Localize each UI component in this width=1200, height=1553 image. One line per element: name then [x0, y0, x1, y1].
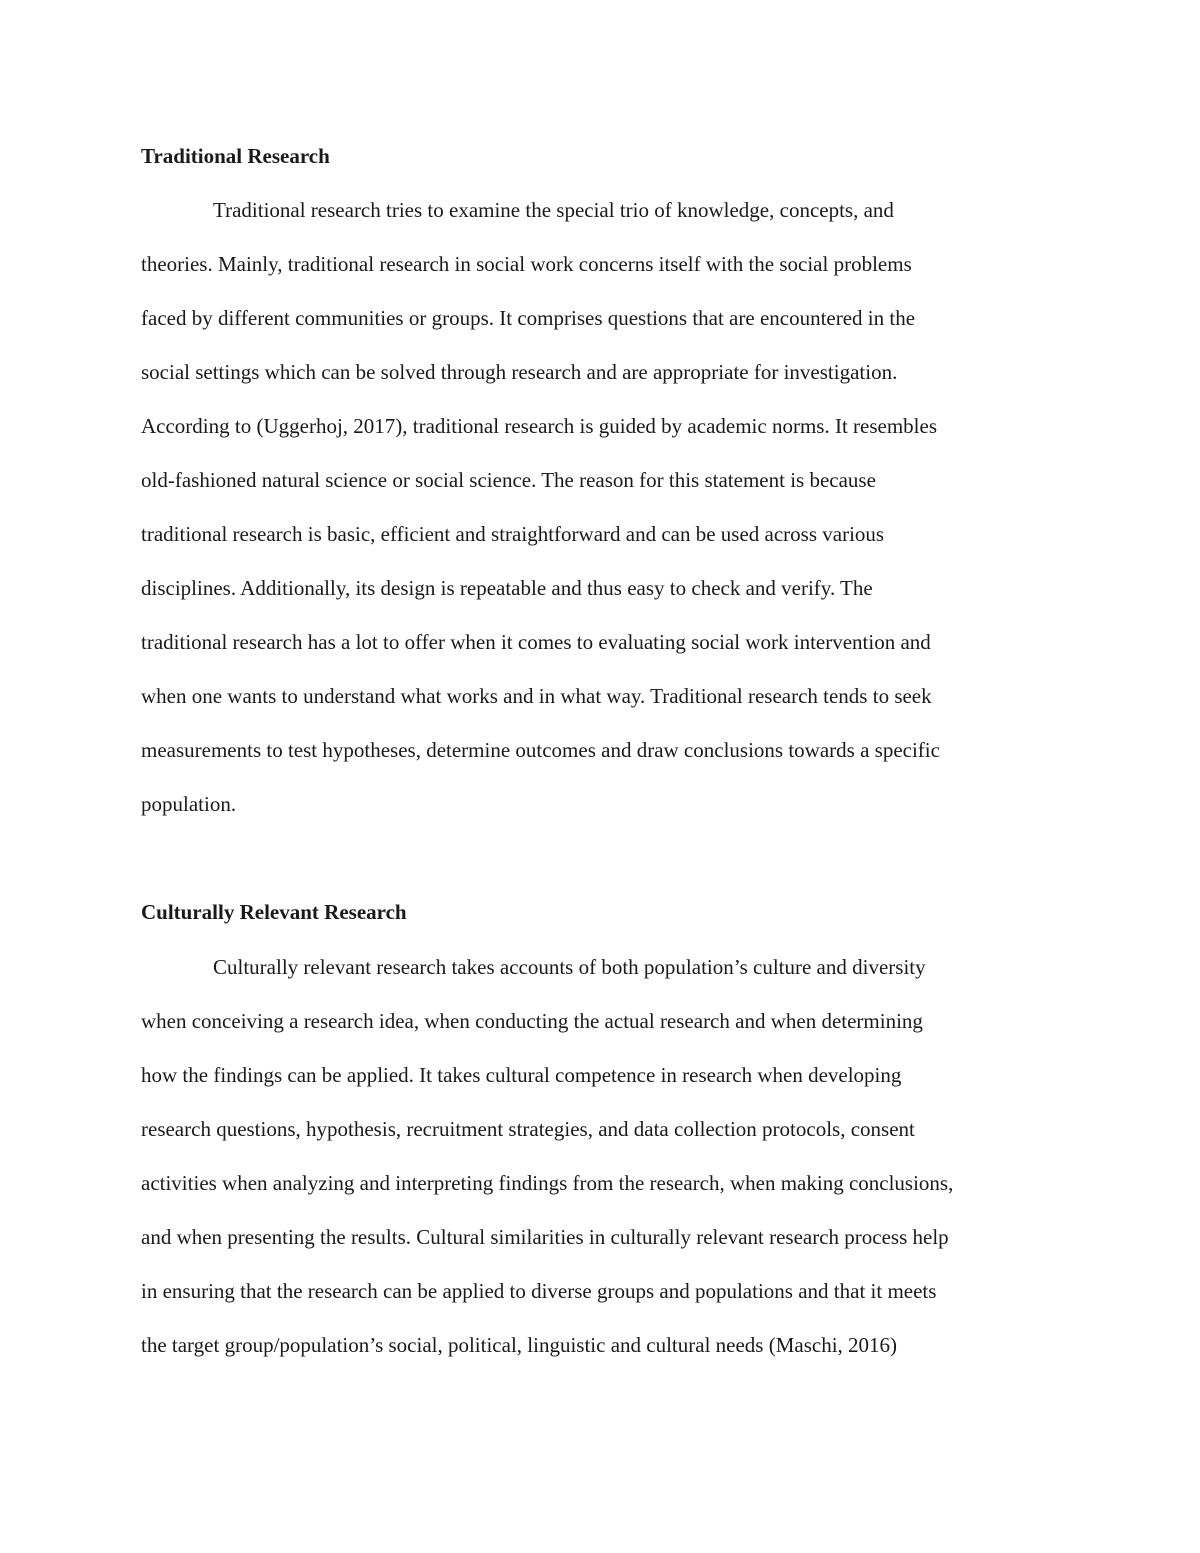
- paragraph-line: disciplines. Additionally, its design is repeatable and thus easy to check and verify. The: [141, 576, 873, 600]
- paragraph-line: and when presenting the results. Cultural similarities in culturally relevant research process help: [141, 1225, 949, 1249]
- paragraph-line: traditional research has a lot to offer when it comes to evaluating social work intervention and: [141, 630, 931, 654]
- paragraph-line: how the findings can be applied. It takes cultural competence in research when developing: [141, 1063, 902, 1087]
- paragraph-line: theories. Mainly, traditional research in social work concerns itself with the social problems: [141, 252, 912, 276]
- paragraph-line: faced by different communities or groups. It comprises questions that are encountered in the: [141, 306, 916, 330]
- paragraph-line: traditional research is basic, efficient and straightforward and can be used across various: [141, 522, 885, 546]
- paragraph-line: measurements to test hypotheses, determine outcomes and draw conclusions towards a specific: [141, 738, 940, 762]
- paragraph-line: Culturally relevant research takes accounts of both population’s culture and diversity: [213, 955, 926, 979]
- paragraph-line: According to (Uggerhoj, 2017), traditional research is guided by academic norms. It resembles: [141, 414, 938, 438]
- paragraph-line: Traditional research tries to examine the special trio of knowledge, concepts, and: [213, 198, 894, 222]
- paragraph-line: in ensuring that the research can be applied to diverse groups and populations and that it meets: [141, 1279, 937, 1303]
- paragraph-line: research questions, hypothesis, recruitment strategies, and data collection protocols, consent: [141, 1117, 915, 1141]
- paragraph-line: old-fashioned natural science or social science. The reason for this statement is because: [141, 468, 876, 492]
- paragraph-line: the target group/population’s social, political, linguistic and cultural needs (Maschi, 2016): [141, 1333, 898, 1357]
- section-heading-culturally-relevant-research: Culturally Relevant Research: [141, 900, 407, 924]
- paragraph-line: when conceiving a research idea, when conducting the actual research and when determining: [141, 1009, 923, 1033]
- section-heading-traditional-research: Traditional Research: [141, 144, 330, 168]
- paragraph-line: social settings which can be solved through research and are appropriate for investigation.: [141, 360, 898, 384]
- paragraph-line: activities when analyzing and interpreting findings from the research, when making conclusions,: [141, 1171, 954, 1195]
- paragraph-line: population.: [141, 792, 237, 816]
- paragraph-line: when one wants to understand what works and in what way. Traditional research tends to seek: [141, 684, 932, 708]
